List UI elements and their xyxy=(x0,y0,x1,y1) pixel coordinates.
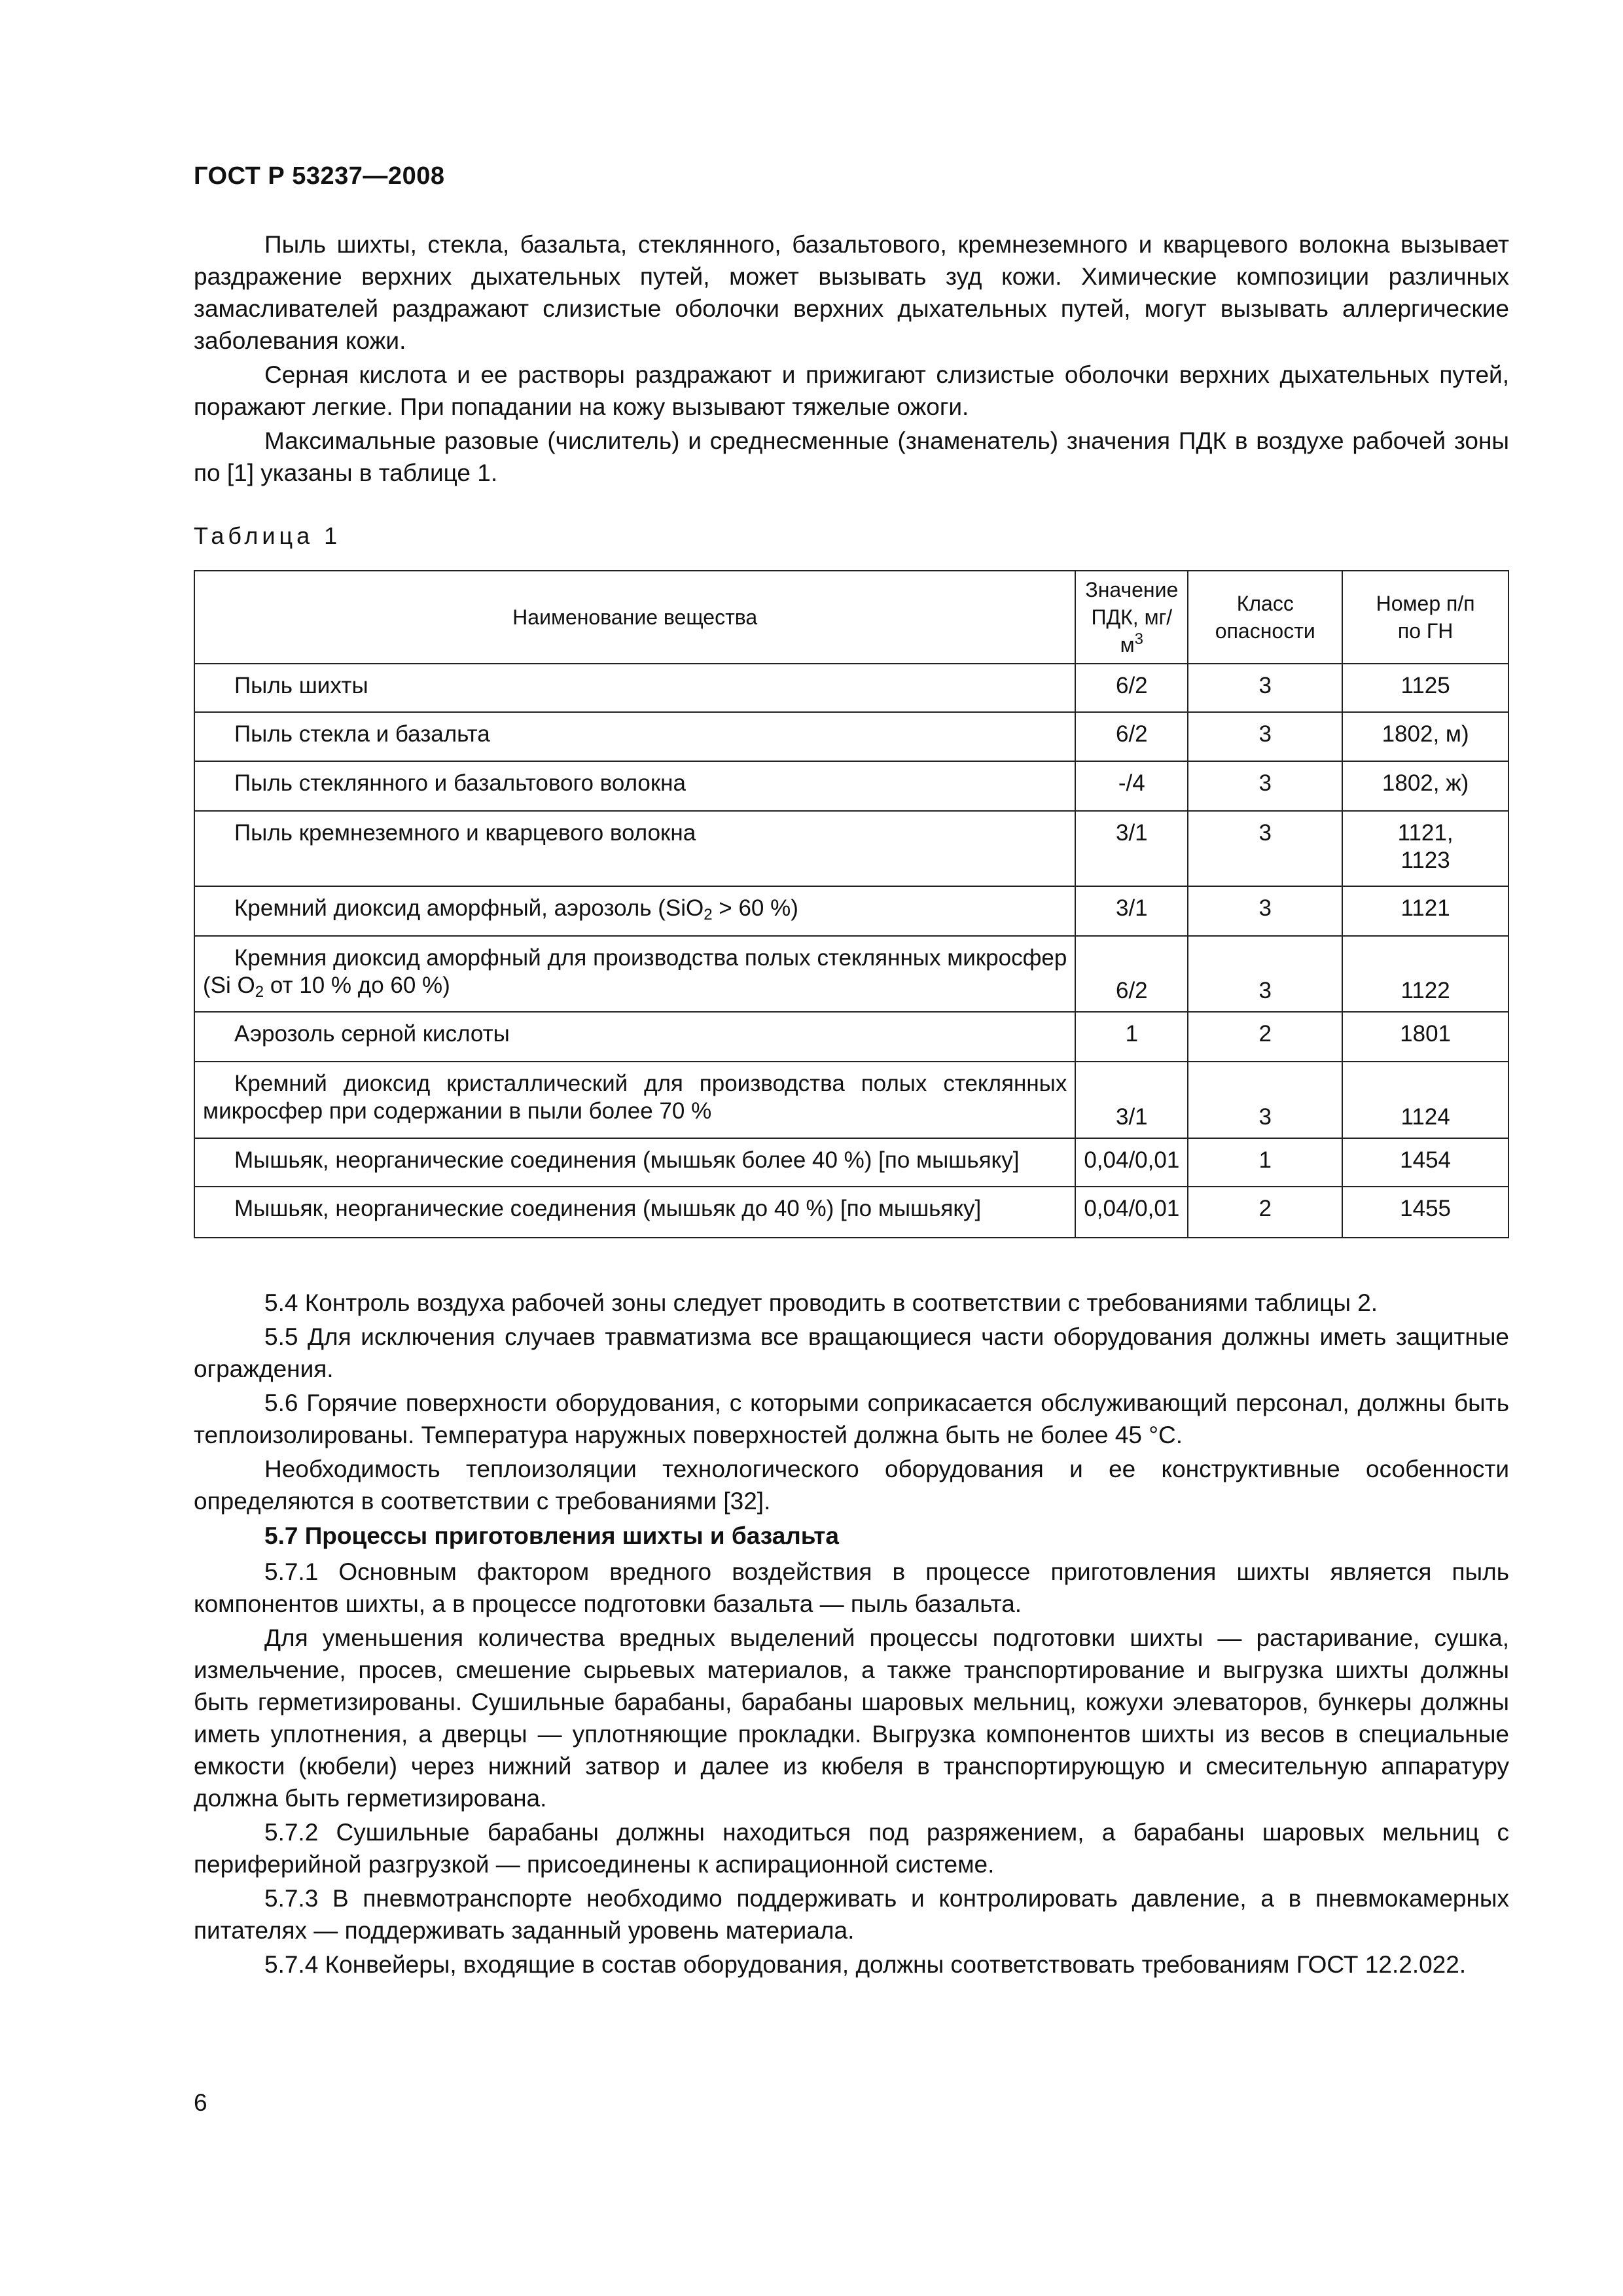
cell-gn-number: 1121, 1123 xyxy=(1342,811,1508,886)
paragraph: 5.5 Для исключения случаев травматизма все вращающиеся части оборудования должны иметь защитные ограждения. xyxy=(194,1323,1509,1382)
cell-gn-number: 1455 xyxy=(1342,1187,1508,1238)
cell-hazard-class: 3 xyxy=(1188,664,1342,712)
table-row xyxy=(194,811,1508,886)
header-substance-name: Наименование вещества xyxy=(194,571,1075,664)
table-row xyxy=(194,886,1508,936)
table-row xyxy=(194,761,1508,811)
cell-hazard-class: 3 xyxy=(1188,761,1342,811)
table-row xyxy=(194,1062,1508,1138)
cell-substance-name: Кремний диоксид кристаллический для производства полых стеклянных микросфер при содержании в пыли более 70 % xyxy=(194,1062,1075,1138)
cell-pdk-value: 3/1 xyxy=(1075,811,1188,886)
cell-pdk-value: -/4 xyxy=(1075,761,1188,811)
cell-pdk-value: 6/2 xyxy=(1075,664,1188,712)
cell-hazard-class: 3 xyxy=(1188,712,1342,761)
cell-substance-name: Аэрозоль серной кислоты xyxy=(194,1012,1075,1062)
paragraph: 5.7.4 Конвейеры, входящие в состав оборудования, должны соответствовать требованиям ГОСТ 12.2.022. xyxy=(264,1951,1467,1978)
cell-pdk-value: 6/2 xyxy=(1075,712,1188,761)
paragraph: Для уменьшения количества вредных выделений процессы подготовки шихты — растаривание, сушка, измельчение, просев, смешение сырьевых материалов, а также транспортирование и выгрузка шихты должны быть герметизированы. Сушильные барабаны, барабаны шаровых мельниц, кожухи элеваторов, бункеры должны иметь уплотнения, а дверцы — уплотняющие прокладки. Выгрузка компонентов шихты из весов в специальные емкости (кюбели) через нижний затвор и далее из кюбеля в транспортирующую и смесительную аппаратуру должна быть герметизирована. xyxy=(194,1624,1509,1812)
paragraph: Максимальные разовые (числитель) и среднесменные (знаменатель) значения ПДК в воздухе рабочей зоны по [1] указаны в таблице 1. xyxy=(194,427,1509,486)
cell-gn-number: 1122 xyxy=(1342,936,1508,1012)
cell-gn-number: 1802, м) xyxy=(1342,712,1508,761)
cell-hazard-class: 2 xyxy=(1188,1012,1342,1062)
header-gn-number: Номер п/п по ГН xyxy=(1342,571,1508,664)
paragraph: 5.4 Контроль воздуха рабочей зоны следует проводить в соответствии с требованиями таблицы 2. xyxy=(264,1289,1378,1316)
paragraph: 5.7.3 В пневмотранспорте необходимо поддерживать и контролировать давление, а в пневмокамерных питателях — поддерживать заданный уровень материала. xyxy=(194,1885,1509,1944)
cell-substance-name: Кремния диоксид аморфный для производства полых стеклянных микросфер (Si $O_2$ от 10 % до 60 %) xyxy=(194,936,1075,1012)
header-hazard-class: Класс опасности xyxy=(1188,571,1342,664)
cell-pdk-value: 6/2 xyxy=(1075,936,1188,1012)
table-caption: Таблица 1 xyxy=(194,522,342,549)
cell-substance-name: Пыль кремнеземного и кварцевого волокна xyxy=(194,811,1075,886)
cell-substance-name: Пыль стекла и базальта xyxy=(194,712,1075,761)
section-heading: 5.7 Процессы приготовления шихты и базальта xyxy=(264,1522,839,1549)
cell-hazard-class: 3 xyxy=(1188,886,1342,936)
cell-hazard-class: 3 xyxy=(1188,936,1342,1012)
paragraph: 5.6 Горячие поверхности оборудования, с которыми соприкасается обслуживающий персонал, должны быть теплоизолированы. Температура наружных поверхностей должна быть не более 45 °С. xyxy=(194,1390,1509,1448)
cell-pdk-value: 0,04/0,01 xyxy=(1075,1138,1188,1187)
cell-pdk-value: 3/1 xyxy=(1075,1062,1188,1138)
cell-gn-number: 1801 xyxy=(1342,1012,1508,1062)
cell-substance-name: Мышьяк, неорганические соединения (мышьяк более 40 %) [по мышьяку] xyxy=(194,1138,1075,1187)
cell-substance-name: Пыль шихты xyxy=(194,664,1075,712)
cell-gn-number: 1125 xyxy=(1342,664,1508,712)
cell-pdk-value: 1 xyxy=(1075,1012,1188,1062)
cell-substance-name: Пыль стеклянного и базальтового волокна xyxy=(194,761,1075,811)
table-row xyxy=(194,936,1508,1012)
table-row xyxy=(194,1012,1508,1062)
cell-pdk-value: 0,04/0,01 xyxy=(1075,1187,1188,1238)
table-row xyxy=(194,1187,1508,1238)
cell-hazard-class: 3 xyxy=(1188,811,1342,886)
cell-hazard-class: 2 xyxy=(1188,1187,1342,1238)
paragraph: Необходимость теплоизоляции технологического оборудования и ее конструктивные особенности определяются в соответствии с требованиями [32]. xyxy=(194,1456,1509,1515)
table-header-row xyxy=(194,571,1508,664)
cell-gn-number: 1124 xyxy=(1342,1062,1508,1138)
cell-gn-number: 1802, ж) xyxy=(1342,761,1508,811)
table-row xyxy=(194,712,1508,761)
cell-hazard-class: 3 xyxy=(1188,1062,1342,1138)
intro-text xyxy=(194,228,1509,491)
cell-substance-name: Мышьяк, неорганические соединения (мышьяк до 40 %) [по мышьяку] xyxy=(194,1187,1075,1238)
pdk-table xyxy=(194,570,1509,1238)
cell-gn-number: 1121 xyxy=(1342,886,1508,936)
cell-pdk-value: 3/1 xyxy=(1075,886,1188,936)
body-text xyxy=(194,1287,1509,1982)
paragraph: 5.7.2 Сушильные барабаны должны находиться под разряжением, а барабаны шаровых мельниц с периферийной разгрузкой — присоединены к аспирационной системе. xyxy=(194,1819,1509,1878)
table-row xyxy=(194,1138,1508,1187)
paragraph: 5.7.1 Основным фактором вредного воздействия в процессе приготовления шихты является пыль компонентов шихты, а в процессе подготовки базальта — пыль базальта. xyxy=(194,1558,1509,1617)
header-pdk-value: Значение ПДК, $мг/м^3$ xyxy=(1075,571,1188,664)
document-header: ГОСТ Р 53237—2008 xyxy=(194,162,445,190)
paragraph: Серная кислота и ее растворы раздражают и прижигают слизистые оболочки верхних дыхательных путей, поражают легкие. При попадании на кожу вызывают тяжелые ожоги. xyxy=(194,361,1509,420)
table-row xyxy=(194,664,1508,712)
cell-gn-number: 1454 xyxy=(1342,1138,1508,1187)
page-number: 6 xyxy=(194,2089,207,2116)
cell-hazard-class: 1 xyxy=(1188,1138,1342,1187)
cell-substance-name: Кремний диоксид аморфный, аэрозоль (SiO$_2$ > 60 %) xyxy=(194,886,1075,936)
paragraph: Пыль шихты, стекла, базальта, стеклянного, базальтового, кремнеземного и кварцевого волокна вызывает раздражение верхних дыхательных путей, может вызывать зуд кожи. Химические композиции различных замасливателей раздражают слизистые оболочки верхних дыхательных путей, могут вызывать аллергические заболевания кожи. xyxy=(194,231,1509,354)
